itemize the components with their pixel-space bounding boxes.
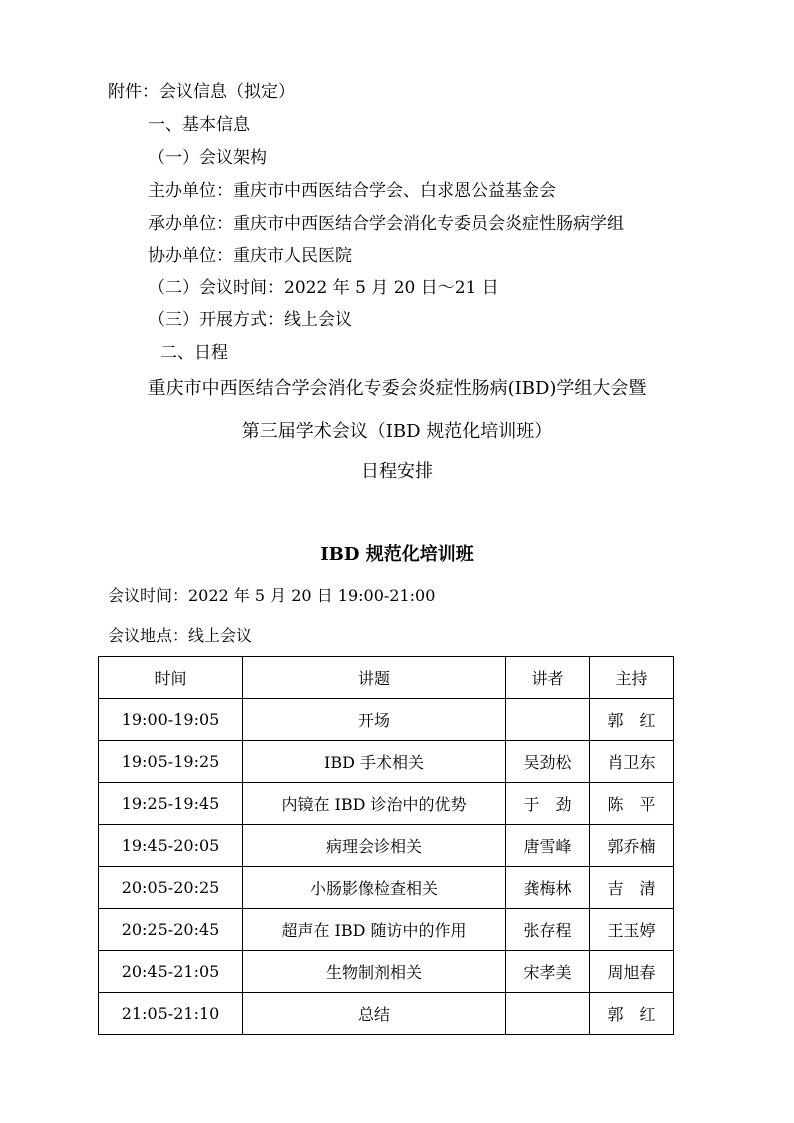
cell-topic: 开场 [243, 699, 506, 741]
cell-host: 肖卫东 [590, 741, 674, 783]
cell-host: 吉 清 [590, 867, 674, 909]
cell-topic: 小肠影像检查相关 [243, 867, 506, 909]
meeting-time: 会议时间：2022 年 5 月 20 日 19:00-21:00 [108, 586, 436, 605]
cell-speaker: 张存程 [506, 909, 590, 951]
subsection-time: （二）会议时间：2022 年 5 月 20 日～21 日 [148, 278, 499, 298]
table-row [99, 741, 674, 783]
cell-time: 19:05-19:25 [99, 741, 243, 783]
co-organizer-unit: 协办单位：重庆市人民医院 [148, 246, 352, 266]
meeting-place: 会议地点：线上会议 [108, 626, 253, 645]
table-row [99, 909, 674, 951]
cell-topic: 病理会诊相关 [243, 825, 506, 867]
cell-time: 20:05-20:25 [99, 867, 243, 909]
schedule-title-line3: 日程安排 [361, 461, 433, 482]
cell-time: 19:00-19:05 [99, 699, 243, 741]
cell-time: 20:45-21:05 [99, 951, 243, 993]
cell-speaker: 吴劲松 [506, 741, 590, 783]
cell-time: 19:45-20:05 [99, 825, 243, 867]
schedule-title-line2: 第三届学术会议（IBD 规范化培训班） [241, 421, 553, 442]
cell-topic: 总结 [243, 993, 506, 1035]
cell-host: 陈 平 [590, 783, 674, 825]
cell-host: 周旭春 [590, 951, 674, 993]
organizer-unit: 承办单位：重庆市中西医结合学会消化专委员会炎症性肠病学组 [148, 214, 624, 234]
header-host: 主持 [590, 657, 674, 699]
cell-host: 郭乔楠 [590, 825, 674, 867]
cell-topic: 生物制剂相关 [243, 951, 506, 993]
table-row [99, 951, 674, 993]
cell-host: 王玉婷 [590, 909, 674, 951]
section-basic-info: 一、基本信息 [148, 115, 250, 135]
cell-speaker: 于 劲 [506, 783, 590, 825]
table-row [99, 867, 674, 909]
cell-topic: 内镜在 IBD 诊治中的优势 [243, 783, 506, 825]
subsection-structure: （一）会议架构 [148, 148, 267, 168]
cell-time: 19:25-19:45 [99, 783, 243, 825]
session-title: IBD 规范化培训班 [320, 544, 474, 565]
host-unit: 主办单位：重庆市中西医结合学会、白求恩公益基金会 [148, 181, 556, 201]
cell-speaker: 唐雪峰 [506, 825, 590, 867]
schedule-table [98, 656, 674, 1035]
cell-speaker: 龚梅林 [506, 867, 590, 909]
header-speaker: 讲者 [506, 657, 590, 699]
cell-speaker [506, 699, 590, 741]
cell-topic: 超声在 IBD 随访中的作用 [243, 909, 506, 951]
cell-time: 20:25-20:45 [99, 909, 243, 951]
subsection-format: （三）开展方式：线上会议 [148, 310, 352, 330]
cell-speaker: 宋孝美 [506, 951, 590, 993]
cell-host: 郭 红 [590, 699, 674, 741]
header-time: 时间 [99, 657, 243, 699]
table-row [99, 783, 674, 825]
attachment-title: 附件：会议信息（拟定） [108, 82, 295, 102]
cell-topic: IBD 手术相关 [243, 741, 506, 783]
table-row [99, 993, 674, 1035]
table-row [99, 825, 674, 867]
cell-host: 郭 红 [590, 993, 674, 1035]
table-header-row [99, 657, 674, 699]
section-schedule: 二、日程 [160, 343, 228, 363]
header-topic: 讲题 [243, 657, 506, 699]
cell-speaker [506, 993, 590, 1035]
table-row [99, 699, 674, 741]
schedule-title-line1: 重庆市中西医结合学会消化专委会炎症性肠病(IBD)学组大会暨 [147, 378, 647, 399]
cell-time: 21:05-21:10 [99, 993, 243, 1035]
